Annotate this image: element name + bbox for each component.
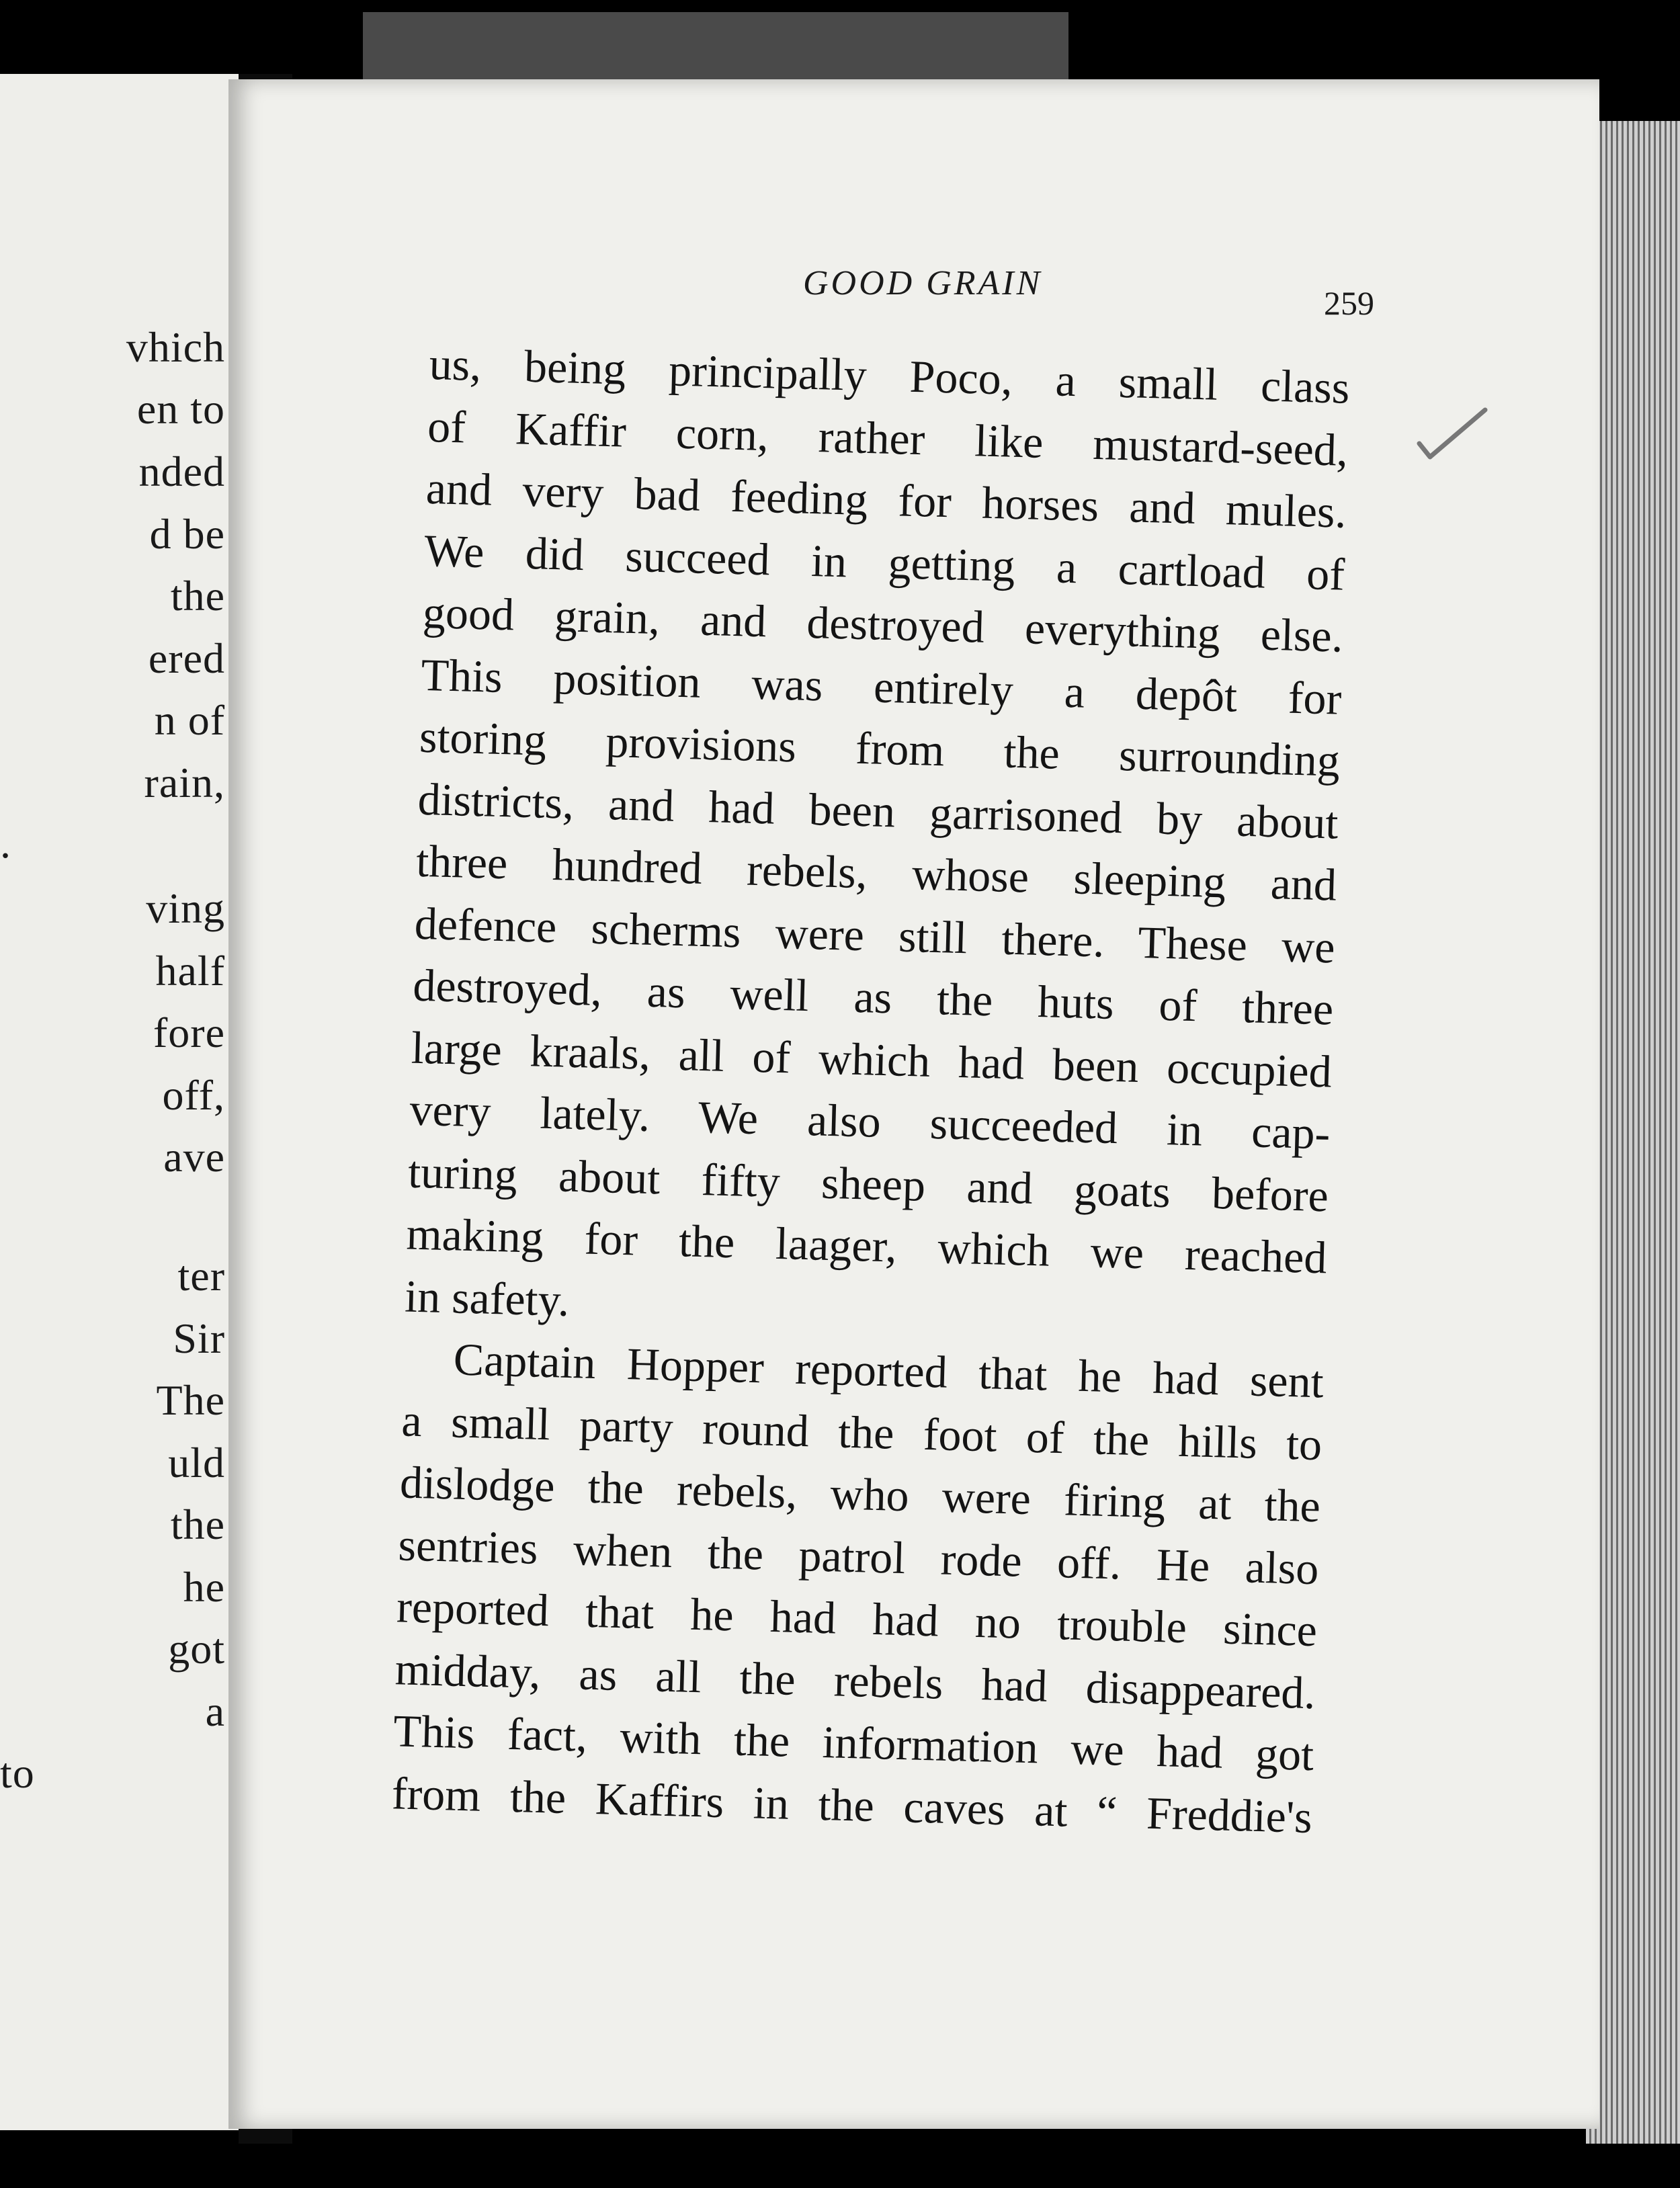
left-page-fragment: n of — [154, 696, 225, 744]
text-line: in safety. — [404, 1270, 571, 1326]
text-line: turing about fifty sheep and goats before — [407, 1146, 1329, 1221]
left-page-fragment: rain, — [144, 759, 225, 806]
text-line: very lately. We also succeeded in cap- — [409, 1083, 1331, 1159]
text-line: making for the laager, which we reached — [405, 1208, 1328, 1284]
text-line: districts, and had been garrisoned by about — [417, 773, 1339, 849]
left-page-fragment: ered — [148, 634, 225, 682]
left-page-fragment: to — [0, 1749, 35, 1797]
left-page-fragment: ave — [163, 1133, 225, 1181]
text-line: sentries when the patrol rode off. He also — [397, 1518, 1320, 1594]
text-line: Captain Hopper reported that he had sent — [453, 1333, 1325, 1408]
left-page-fragment: en to — [136, 385, 225, 433]
left-page-fragment: he — [183, 1563, 225, 1611]
text-line: three hundred rebels, whose sleeping and — [415, 835, 1337, 911]
left-page-fragment: a — [205, 1687, 225, 1735]
text-line: from the Kaffirs in the caves at “ Freddie's — [391, 1767, 1313, 1843]
text-line: good grain, and destroyed everything else. — [422, 586, 1344, 662]
left-page-fragment: the — [170, 572, 225, 620]
left-page-fragment: uld — [168, 1439, 225, 1486]
left-page-fragment: got — [168, 1625, 225, 1673]
text-line: defence scherms were still there. These we — [414, 897, 1336, 973]
left-page-fragment: vhich — [126, 323, 225, 371]
left-page-fragment: d be — [149, 510, 225, 558]
body-text — [391, 333, 1351, 1848]
cover-board-edge — [363, 12, 1068, 86]
text-line: large kraals, all of which had been occupied — [411, 1021, 1333, 1097]
text-line: storing provisions from the surrounding — [419, 710, 1341, 786]
left-page-fragment: fore — [153, 1009, 225, 1056]
page-edges — [1586, 121, 1680, 2144]
text-line: dislodge the rebels, who were firing at the — [399, 1456, 1321, 1532]
left-page — [0, 74, 239, 2130]
text-line: destroyed, as well as the huts of three — [412, 959, 1335, 1035]
pencil-check-mark — [1411, 403, 1492, 470]
text-line: This fact, with the information we had got — [392, 1705, 1315, 1781]
left-page-fragment: off, — [162, 1071, 225, 1119]
text-line: and very bad feeding for horses and mules. — [425, 462, 1347, 538]
running-head: GOOD GRAIN — [803, 264, 1043, 302]
left-page-fragment: the — [170, 1501, 225, 1548]
left-page-fragment: ving — [146, 884, 225, 932]
left-page-fragment: nded — [138, 448, 225, 495]
text-line: us, being principally Poco, a small class — [428, 337, 1351, 413]
left-page-fragment: . — [0, 819, 11, 867]
page-number: 259 — [1324, 284, 1374, 322]
text-line: reported that he had had no trouble since — [396, 1581, 1318, 1656]
left-page-fragment: ter — [177, 1252, 225, 1300]
text-line: midday, as all the rebels had disappeared. — [394, 1642, 1316, 1718]
left-page-fragment: The — [156, 1376, 225, 1424]
text-line: This position was entirely a depôt for — [420, 648, 1343, 724]
text-line: a small party round the foot of the hills to — [401, 1394, 1323, 1470]
text-line: We did succeed in getting a cartload of — [423, 524, 1346, 600]
left-page-fragment: Sir — [173, 1314, 225, 1362]
left-page-fragment: half — [155, 947, 225, 995]
text-line: of Kaffir corn, rather like mustard-seed, — [427, 400, 1349, 476]
